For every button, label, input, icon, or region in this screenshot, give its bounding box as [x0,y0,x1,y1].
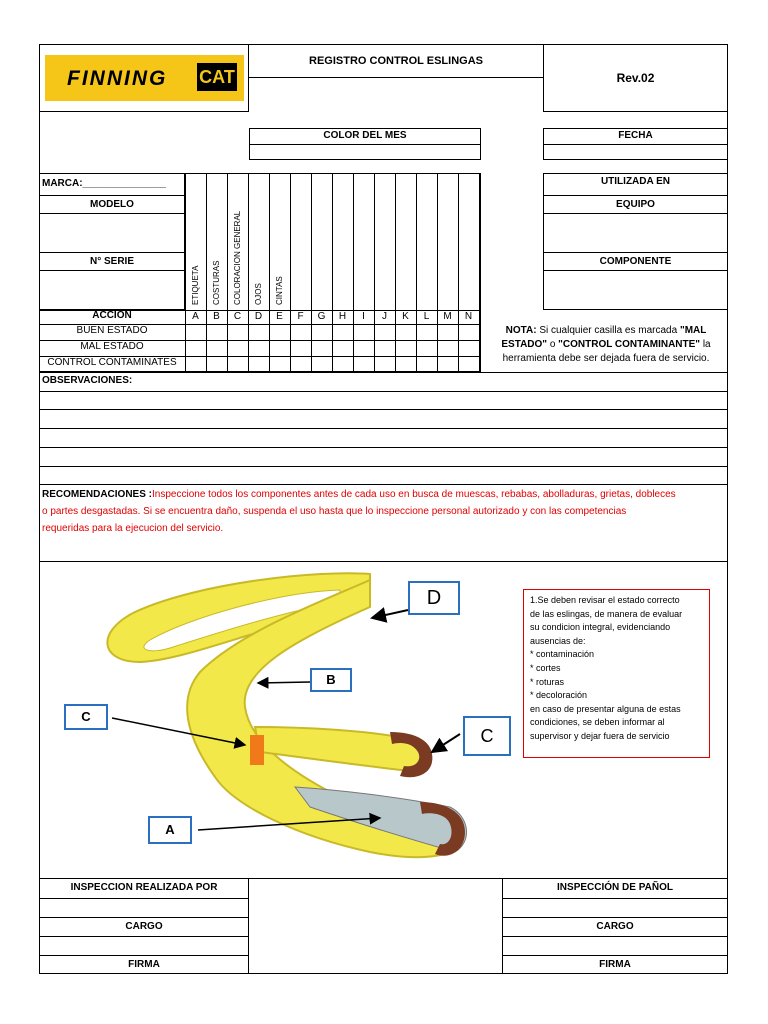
nota-control: "CONTROL CONTAMINANTE" [558,339,701,350]
arrow-b [258,682,310,683]
recomendaciones-text [42,486,726,537]
grid-column-line [185,173,186,372]
col-header-etiqueta: ETIQUETA [191,265,200,305]
info-line: * cortes [530,662,561,673]
grid-column-line [395,173,396,372]
info-line: ausencias de: [530,635,586,646]
info-line: en caso de presentar alguna de estas [530,703,681,714]
grid-column-line [458,173,459,372]
arrow-d [372,610,408,618]
recomendaciones-label: RECOMENDACIONES : [42,489,153,500]
serie-label: N° SERIE [89,256,134,267]
modelo-label: MODELO [90,199,134,210]
observaciones-top-line [39,372,728,373]
nota-mal: "MAL [679,325,707,336]
obs-line-4 [39,447,728,448]
info-line: 1.Se deben revisar el estado correcto [530,595,680,605]
nota-la: la [702,339,711,350]
equipo-divider [543,213,728,214]
grid-column-line [374,173,375,372]
title-underline [249,77,543,78]
info-line: supervisor y dejar fuera de servicio [530,730,670,741]
componente-divider [543,270,728,271]
grid-column-line [437,173,438,372]
grid-column-line [311,173,312,372]
col-letter-5: F [297,311,304,322]
col-header-ojos: OJOS [254,283,263,305]
col-header-cintas: CINTAS [275,276,284,305]
col-letter-12: M [443,311,452,322]
observaciones-label: OBSERVACIONES: [42,375,133,386]
fecha-label: FECHA [618,130,653,141]
recomendaciones-line-1: Inspeccione todos los componentes antes de cada uso en busca de muescas, rebabas, abolladuras, grietas, dobleces [152,489,676,500]
recomendaciones-line-2: o partes desgastadas. Si se encuentra daño, suspenda el uso hasta que lo inspeccione personal autorizado y con las competencias [42,506,627,517]
col-letter-4: E [276,311,283,322]
col-letter-7: H [338,311,347,322]
col-letter-2: C [233,311,242,322]
obs-line-3 [39,428,728,429]
grid-column-line [227,173,228,372]
col-letter-1: B [213,311,220,322]
col-letter-9: J [382,311,387,322]
col-header-coloracion: COLORACION GENERAL [233,210,242,305]
col-letter-0: A [192,311,199,322]
label-c-right: C [463,716,511,756]
grid-column-line [353,173,354,372]
left-footer-line-3 [39,936,249,937]
col-letter-11: L [423,311,430,322]
right-footer-line-2 [502,917,728,918]
label-b: B [310,668,352,692]
col-letter-8: I [362,311,365,322]
recomendaciones-line-3: requeridas para la ejecucion del servicio. [42,523,224,534]
grid-column-line [332,173,333,372]
info-box [523,589,710,758]
left-footer-line-1 [39,898,249,899]
grid-column-line [248,173,249,372]
info-line: * decoloración [530,690,588,701]
accion-label: ACCION [92,310,132,321]
grid-column-line [269,173,270,372]
info-line: condiciones, se deben informar al [530,717,665,728]
nota-o: o [549,339,556,350]
info-line: * contaminación [530,649,595,660]
cat-logo: CAT [197,63,237,91]
label-a: A [148,816,192,844]
col-letter-3: D [254,311,263,322]
nota-text [484,324,728,366]
left-cargo-label: CARGO [125,921,163,932]
utilizada-divider [543,195,728,196]
utilizada-en-label: UTILIZADA EN [600,176,671,187]
info-line: * roturas [530,676,565,687]
inspeccion-panol-label: INSPECCIÓN DE PAÑOL [557,882,673,893]
nota-estado: ESTADO" [501,339,548,350]
finning-wordmark: FINNING [67,67,168,90]
obs-line-5 [39,466,728,467]
marca-label: MARCA:_______________ [42,178,166,189]
nota-text-1: Si cualquier casilla es marcada [539,325,678,336]
arrow-c-right [432,734,460,752]
grid-column-line [416,173,417,372]
info-line: su condicion integral, evidenciando [530,622,671,633]
control-contaminantes-label: CONTROL CONTAMINATES [47,357,177,368]
col-header-costuras: COSTURAS [212,260,221,305]
info-line: de las eslingas, de manera de evaluar [530,608,683,619]
finning-logo [45,55,244,101]
utilizada-en-block [543,173,728,310]
right-firma-label: FIRMA [599,959,631,970]
sling-orange-tag [250,735,264,765]
componente-label: COMPONENTE [599,256,672,267]
inspeccion-realizada-label: INSPECCION REALIZADA POR [70,882,218,893]
right-footer-line-3 [502,936,728,937]
color-del-mes-divider [249,144,481,145]
right-cargo-label: CARGO [596,921,634,932]
grid-column-line [290,173,291,372]
col-letter-10: K [402,311,409,322]
revision-label: Rev.02 [616,71,655,85]
form-title: REGISTRO CONTROL ESLINGAS [309,55,483,67]
mal-estado-label: MAL ESTADO [80,341,144,352]
left-footer-line-4 [39,955,249,956]
fecha-divider [543,144,728,145]
nota-line3: herramienta debe ser dejada fuera de servicio. [502,353,710,364]
left-firma-label: FIRMA [128,959,160,970]
left-footer-line-2 [39,917,249,918]
buen-estado-label: BUEN ESTADO [76,325,148,336]
right-footer-line-4 [502,955,728,956]
nota-label: NOTA: [505,325,537,336]
equipo-value-divider [543,252,728,253]
obs-line-2 [39,409,728,410]
right-footer-line-1 [502,898,728,899]
label-d: D [408,581,460,615]
obs-line-1 [39,391,728,392]
color-del-mes-label: COLOR DEL MES [323,130,407,141]
grid-column-line [206,173,207,372]
equipo-label: EQUIPO [616,199,655,210]
label-c-left: C [64,704,108,730]
obs-line-6 [39,484,728,485]
col-letter-13: N [464,311,473,322]
grid-column-line [479,173,480,372]
col-letter-6: G [317,311,326,322]
